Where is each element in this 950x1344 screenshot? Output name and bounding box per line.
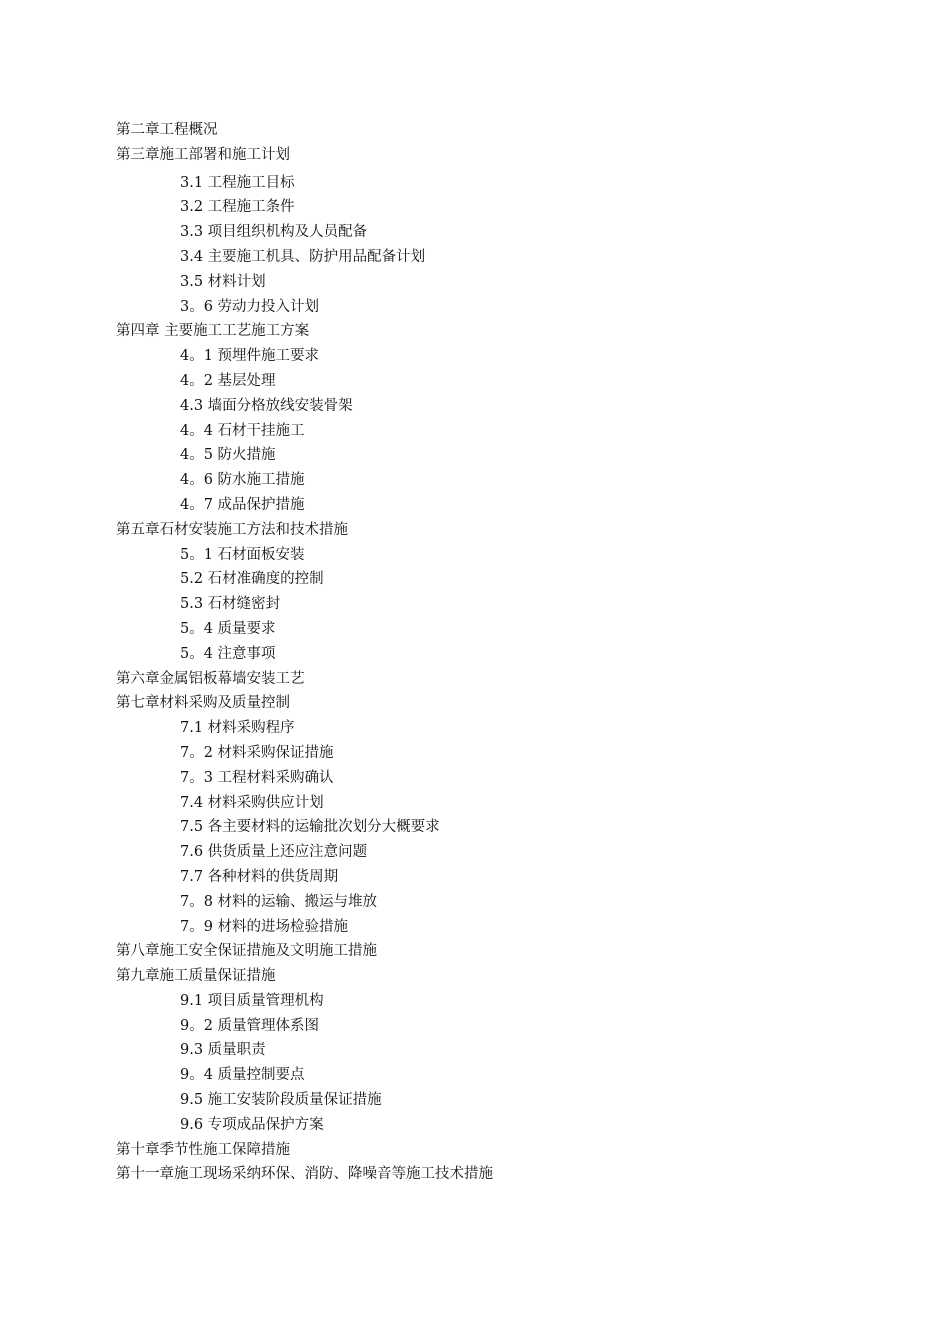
toc-chapter-3: 第三章施工部署和施工计划 [116, 146, 290, 163]
toc-section-7-5: 7.5 各主要材料的运输批次划分大概要求 [180, 819, 440, 836]
toc-section-5-3: 5.3 石材缝密封 [180, 596, 281, 613]
toc-chapter-6: 第六章金属铝板幕墙安装工艺 [116, 670, 305, 687]
toc-section-4-4: 4。4 石材干挂施工 [180, 422, 305, 439]
toc-chapter-9: 第九章施工质量保证措施 [116, 968, 276, 985]
toc-chapter-5: 第五章石材安装施工方法和技术措施 [116, 521, 348, 538]
toc-section-7-6: 7.6 供货质量上还应注意问题 [180, 844, 368, 861]
toc-section-3-1: 3.1 工程施工目标 [180, 174, 295, 191]
toc-chapter-10: 第十章季节性施工保障措施 [116, 1141, 290, 1158]
toc-section-9-3: 9.3 质量职责 [180, 1042, 266, 1059]
toc-section-4-2: 4。2 基层处理 [180, 372, 276, 389]
toc-section-9-1: 9.1 项目质量管理机构 [180, 992, 324, 1009]
toc-section-3-2: 3.2 工程施工条件 [180, 199, 295, 216]
toc-section-9-6: 9.6 专项成品保护方案 [180, 1116, 324, 1133]
toc-chapter-7: 第七章材料采购及质量控制 [116, 695, 290, 712]
toc-section-3-4: 3.4 主要施工机具、防护用品配备计划 [180, 248, 426, 265]
toc-section-3-5: 3.5 材料计划 [180, 273, 266, 290]
toc-section-9-5: 9.5 施工安装阶段质量保证措施 [180, 1092, 382, 1109]
toc-section-4-7: 4。7 成品保护措施 [180, 496, 305, 513]
toc-section-9-4: 9。4 质量控制要点 [180, 1067, 305, 1084]
toc-section-7-3: 7。3 工程材料采购确认 [180, 769, 334, 786]
toc-chapter-2: 第二章工程概况 [116, 122, 218, 138]
toc-section-5-1: 5。1 石材面板安装 [180, 546, 305, 563]
toc-section-3-6: 3。6 劳动力投入计划 [180, 298, 320, 315]
toc-section-5-4a: 5。4 质量要求 [180, 620, 276, 637]
toc-section-3-3: 3.3 项目组织机构及人员配备 [180, 224, 368, 241]
toc-section-9-2: 9。2 质量管理体系图 [180, 1017, 320, 1034]
toc-section-4-3: 4.3 墙面分格放线安装骨架 [180, 397, 353, 414]
toc-section-7-1: 7.1 材料采购程序 [180, 720, 295, 737]
toc-section-7-2: 7。2 材料采购保证措施 [180, 744, 334, 761]
toc-chapter-11: 第十一章施工现场采纳环保、消防、降噪音等施工技术措施 [116, 1166, 493, 1183]
toc-section-7-7: 7.7 各种材料的供货周期 [180, 868, 339, 885]
toc-section-4-1: 4。1 预埋件施工要求 [180, 348, 320, 365]
table-of-contents [116, 118, 916, 1187]
toc-chapter-4: 第四章 主要施工工艺施工方案 [116, 323, 310, 340]
toc-section-5-2: 5.2 石材准确度的控制 [180, 571, 324, 588]
toc-section-4-5: 4。5 防火措施 [180, 447, 276, 464]
toc-section-7-4: 7.4 材料采购供应计划 [180, 794, 324, 811]
toc-section-5-4b: 5。4 注意事项 [180, 645, 276, 662]
toc-section-7-9: 7。9 材料的进场检验措施 [180, 918, 349, 935]
toc-section-7-8: 7。8 材料的运输、搬运与堆放 [180, 893, 378, 910]
toc-chapter-8: 第八章施工安全保证措施及文明施工措施 [116, 943, 377, 960]
toc-section-4-6: 4。6 防水施工措施 [180, 472, 305, 489]
